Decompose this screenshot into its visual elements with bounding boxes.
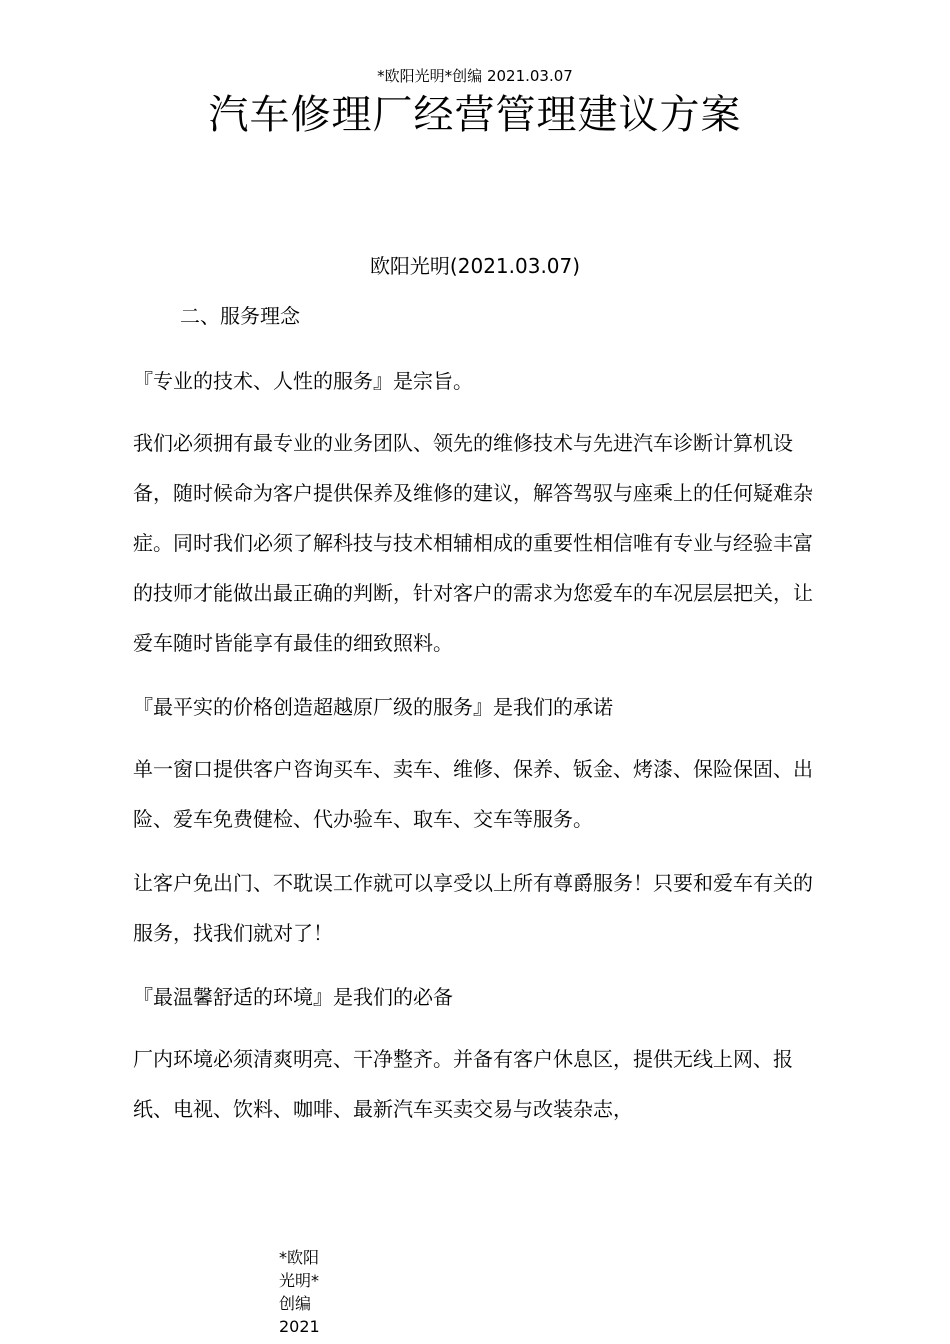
paragraph-price-promise: 『最平实的价格创造超越原厂级的服务』是我们的承诺 — [133, 695, 613, 719]
footer-note: *欧阳光明*创编 2021 — [279, 1248, 320, 1336]
document-title: 汽车修理厂经营管理建议方案 — [208, 92, 742, 138]
section-heading: 二、服务理念 — [180, 304, 300, 328]
paragraph-environment-heading: 『最温馨舒适的环境』是我们的必备 — [133, 985, 453, 1009]
author-line: 欧阳光明(2021.03.07) — [369, 254, 581, 278]
paragraph-tenet: 『专业的技术、人性的服务』是宗旨。 — [133, 369, 473, 393]
paragraph-environment: 厂内环境必须清爽明亮、干净整齐。并备有客户休息区，提供无线上网、报纸、电视、饮料、咖啡、最新汽车买卖交易与改装杂志， — [133, 1047, 793, 1121]
paragraph-single-window: 单一窗口提供客户咨询买车、卖车、维修、保养、钣金、烤漆、保险保固、出险、爱车免费健检、代办验车、取车、交车等服务。 — [133, 757, 813, 831]
paragraph-convenience: 让客户免出门、不耽误工作就可以享受以上所有尊爵服务！只要和爱车有关的服务，找我们就对了！ — [133, 871, 813, 945]
paragraph-professional-team: 我们必须拥有最专业的业务团队、领先的维修技术与先进汽车诊断计算机设备，随时候命为客户提供保养及维修的建议，解答驾驭与座乘上的任何疑难杂症。同时我们必须了解科技与技术相辅相成的重要性相信唯有专业与经验丰富的技师才能做出最正确的判断，针对客户的需求为您爱车的车况层层把关，让爱车随时皆能享有最佳的细致照料。 — [133, 431, 813, 655]
header-note: *欧阳光明*创编 2021.03.07 — [377, 67, 573, 85]
